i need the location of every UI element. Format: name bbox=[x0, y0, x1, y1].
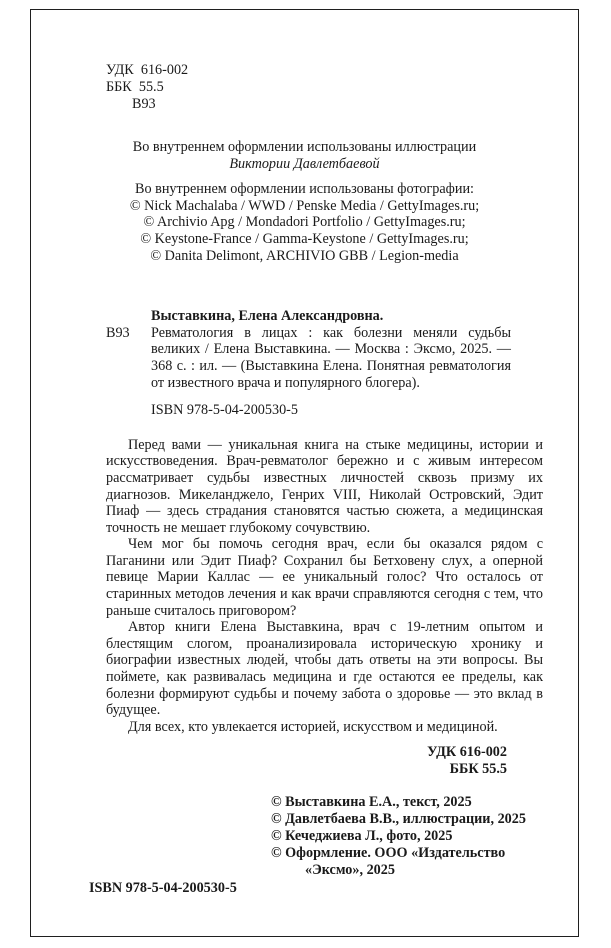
catalog-card bbox=[106, 308, 511, 419]
annotation-paragraph: Для всех, кто увлекается историей, искусством и медициной. bbox=[128, 718, 498, 735]
copyright-line: © Давлетбаева В.В., иллюстрации, 2025 bbox=[271, 811, 526, 828]
catalog-margin-code: В93 bbox=[106, 324, 130, 341]
copyright-line: © Кечеджиева Л., фото, 2025 bbox=[271, 828, 453, 844]
classification-codes bbox=[106, 62, 543, 113]
annotation-paragraph: Чем мог бы помочь сегодня врач, если бы оказался рядом с Паганини или Эдит Пиаф? Сохранил бы Бетховену слух, а оперной певице Марии Каллас — ее уникальный голос? Что осталось от старинных методов лечения и как врачи справляются сегодня с тем, что раньше считалось приговором? bbox=[106, 536, 543, 619]
copyright-list bbox=[271, 794, 543, 878]
illustrator-name: Виктории Давлетбаевой bbox=[229, 155, 380, 172]
footer-bbk-code: ББК 55.5 bbox=[449, 761, 507, 778]
page-border-frame bbox=[30, 9, 579, 937]
photo-credit-line: © Danita Delimont, ARCHIVIO GBB / Legion-media bbox=[150, 247, 459, 264]
catalog-isbn: ISBN 978-5-04-200530-5 bbox=[151, 402, 298, 419]
copyright-line: © Оформление. ООО «Издательство bbox=[271, 844, 506, 861]
photo-credit bbox=[86, 181, 523, 264]
author-sign-code: В93 bbox=[132, 96, 156, 112]
photo-credit-line: © Nick Machalaba / WWD / Penske Media / GettyImages.ru; bbox=[129, 197, 480, 214]
photo-credit-title: Во внутреннем оформлении использованы фотографии: bbox=[135, 181, 474, 198]
footer-codes bbox=[106, 744, 507, 778]
copyright-line: © Выставкина Е.А., текст, 2025 bbox=[271, 794, 472, 811]
catalog-entry: Ревматология в лицах : как болезни меняли судьбы великих / Елена Выставкина. — Москва : Эксмо, 2025. — 368 с. : ил. — (Выставкина Елена. Понятная ревматология от известного врача и популярного блогера). bbox=[151, 324, 511, 391]
imprint-page-content bbox=[31, 10, 578, 936]
catalog-entry-wrap bbox=[106, 324, 511, 391]
photo-credit-line: © Keystone-France / Gamma-Keystone / GettyImages.ru; bbox=[140, 230, 469, 247]
illustration-credit bbox=[86, 139, 523, 172]
footer-udk-code: УДК 616-002 bbox=[427, 744, 507, 761]
catalog-author: Выставкина, Елена Александровна. bbox=[151, 308, 384, 325]
photo-credit-line: © Archivio Apg / Mondadori Portfolio / GettyImages.ru; bbox=[143, 214, 466, 231]
illustration-credit-line: Во внутреннем оформлении использованы иллюстрации bbox=[132, 139, 477, 155]
udk-code: УДК 616-002 bbox=[106, 62, 189, 78]
annotation bbox=[106, 437, 543, 736]
bbk-code: ББК 55.5 bbox=[106, 79, 164, 95]
annotation-paragraph: Автор книги Елена Выставкина, врач с 19-летним опытом и блестящим слогом, проанализировала историческую хронику и биографии известных людей, чтобы дать ответы на эти вопросы. Вы поймете, как развивалась медицина и где остаются ее пределы, как болезни формируют судьбы и почему забота о здоровье — это вклад в будущее. bbox=[106, 619, 543, 719]
copyright-line-wrap: «Эксмо», 2025 bbox=[305, 861, 395, 878]
isbn-bottom: ISBN 978-5-04-200530-5 bbox=[89, 880, 237, 896]
annotation-paragraph: Перед вами — уникальная книга на стыке медицины, истории и искусствоведения. Врач-ревматолог бережно и с живым интересом рассматривает судьбы известных личностей сквозь призму их диагнозов. Микеланджело, Генрих VIII, Николай Островский, Эдит Пиаф — здесь страдания становятся частью сюжета, а медицинская точность не мешает глубокому сочувствию. bbox=[106, 436, 543, 536]
